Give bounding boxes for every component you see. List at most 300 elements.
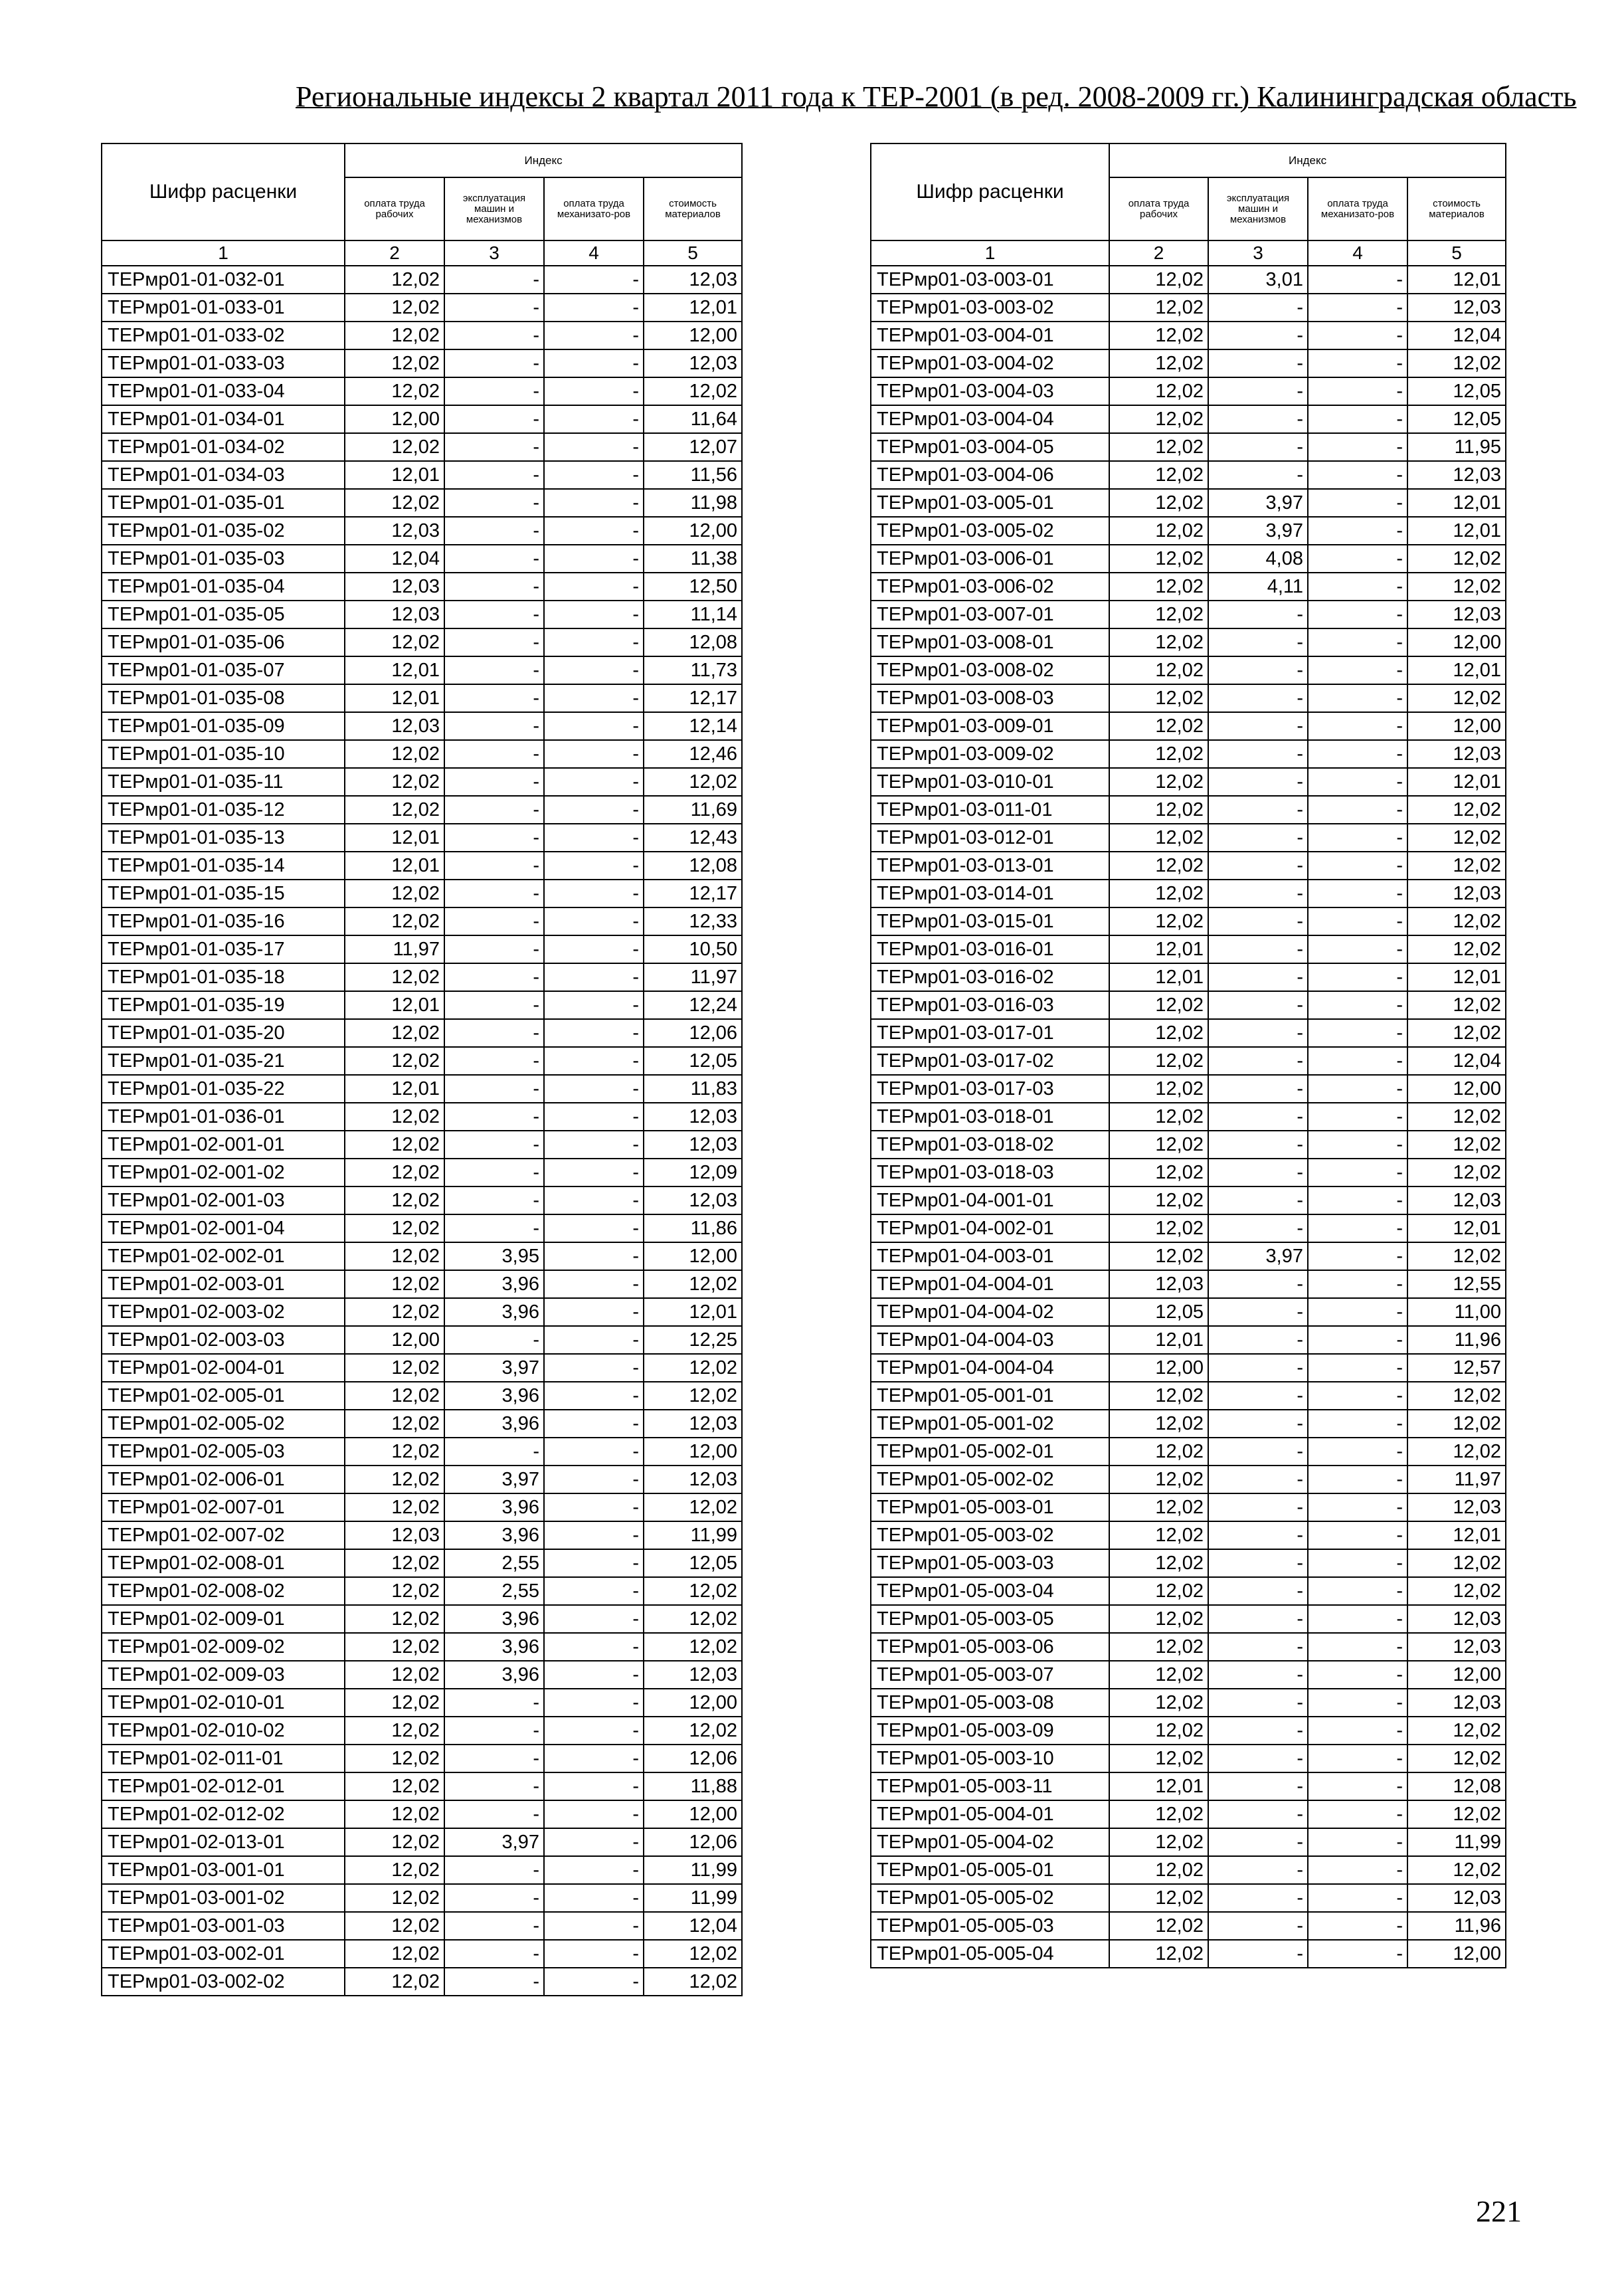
cell-labor: 12,02 xyxy=(345,1131,444,1159)
cell-code: ТЕРмр01-01-035-01 xyxy=(102,489,345,517)
cell-machines: - xyxy=(1208,1270,1308,1298)
table-row xyxy=(102,907,742,935)
table-row xyxy=(102,1605,742,1633)
cell-mech-labor: - xyxy=(544,377,644,405)
cell-labor: 12,01 xyxy=(345,656,444,684)
cell-materials: 12,05 xyxy=(1407,377,1506,405)
cell-machines: - xyxy=(1208,1717,1308,1745)
table-row xyxy=(871,1800,1506,1828)
table-row xyxy=(871,852,1506,880)
cell-materials: 12,02 xyxy=(644,1605,742,1633)
cell-code: ТЕРмр01-01-035-19 xyxy=(102,991,345,1019)
table-row xyxy=(871,963,1506,991)
cell-materials: 12,00 xyxy=(644,1689,742,1717)
cell-mech-labor: - xyxy=(1308,1186,1407,1214)
cell-labor: 12,02 xyxy=(1109,489,1208,517)
table-row xyxy=(102,1382,742,1410)
cell-labor: 12,02 xyxy=(345,1884,444,1912)
cell-mech-labor: - xyxy=(1308,461,1407,489)
cell-code: ТЕРмр01-02-007-01 xyxy=(102,1493,345,1521)
table-row xyxy=(871,1772,1506,1800)
header-mech-labor: оплата труда механизато-ров xyxy=(544,177,644,240)
cell-materials: 12,01 xyxy=(1407,1521,1506,1549)
table-row xyxy=(102,963,742,991)
cell-materials: 12,02 xyxy=(1407,684,1506,712)
cell-mech-labor: - xyxy=(544,740,644,768)
table-row xyxy=(871,768,1506,796)
cell-labor: 12,02 xyxy=(345,1242,444,1270)
cell-labor: 12,02 xyxy=(345,349,444,377)
cell-materials: 11,96 xyxy=(1407,1912,1506,1940)
cell-materials: 12,17 xyxy=(644,880,742,907)
cell-mech-labor: - xyxy=(1308,1382,1407,1410)
cell-mech-labor: - xyxy=(544,322,644,349)
cell-code: ТЕРмр01-01-035-20 xyxy=(102,1019,345,1047)
table-row xyxy=(102,656,742,684)
cell-labor: 12,03 xyxy=(345,601,444,628)
cell-materials: 12,02 xyxy=(1407,907,1506,935)
cell-machines: 2,55 xyxy=(444,1549,544,1577)
cell-code: ТЕРмр01-01-035-12 xyxy=(102,796,345,824)
table-row xyxy=(871,349,1506,377)
cell-materials: 12,02 xyxy=(644,1968,742,1996)
table-row xyxy=(871,1577,1506,1605)
cell-mech-labor: - xyxy=(544,656,644,684)
cell-labor: 12,02 xyxy=(1109,405,1208,433)
cell-mech-labor: - xyxy=(1308,1159,1407,1186)
table-row xyxy=(102,740,742,768)
cell-materials: 11,14 xyxy=(644,601,742,628)
cell-labor: 12,04 xyxy=(345,545,444,573)
cell-machines: - xyxy=(1208,1521,1308,1549)
cell-machines: - xyxy=(444,796,544,824)
cell-code: ТЕРмр01-02-003-03 xyxy=(102,1326,345,1354)
table-row xyxy=(102,1270,742,1298)
cell-labor: 12,02 xyxy=(1109,349,1208,377)
cell-code: ТЕРмр01-03-004-02 xyxy=(871,349,1109,377)
cell-machines: - xyxy=(1208,712,1308,740)
cell-machines: 3,97 xyxy=(1208,1242,1308,1270)
table-row xyxy=(871,1382,1506,1410)
cell-materials: 12,02 xyxy=(1407,1856,1506,1884)
cell-labor: 12,02 xyxy=(345,1605,444,1633)
cell-machines: - xyxy=(444,573,544,601)
cell-machines: - xyxy=(1208,1689,1308,1717)
cell-mech-labor: - xyxy=(1308,740,1407,768)
cell-machines: - xyxy=(1208,1354,1308,1382)
cell-machines: - xyxy=(1208,1438,1308,1466)
cell-code: ТЕРмр01-03-001-03 xyxy=(102,1912,345,1940)
cell-machines: - xyxy=(1208,1159,1308,1186)
table-row xyxy=(871,1131,1506,1159)
cell-code: ТЕРмр01-03-009-01 xyxy=(871,712,1109,740)
cell-mech-labor: - xyxy=(1308,517,1407,545)
cell-machines: - xyxy=(444,852,544,880)
cell-labor: 12,02 xyxy=(345,1019,444,1047)
cell-code: ТЕРмр01-05-001-01 xyxy=(871,1382,1109,1410)
cell-materials: 12,02 xyxy=(1407,1410,1506,1438)
cell-materials: 12,00 xyxy=(644,1438,742,1466)
cell-mech-labor: - xyxy=(544,796,644,824)
cell-code: ТЕРмр01-05-003-03 xyxy=(871,1549,1109,1577)
cell-mech-labor: - xyxy=(544,1131,644,1159)
cell-mech-labor: - xyxy=(544,1242,644,1270)
cell-materials: 12,00 xyxy=(1407,1940,1506,1968)
cell-labor: 12,02 xyxy=(1109,740,1208,768)
cell-code: ТЕРмр01-02-009-03 xyxy=(102,1661,345,1689)
cell-code: ТЕРмр01-02-008-02 xyxy=(102,1577,345,1605)
cell-labor: 12,00 xyxy=(1109,1354,1208,1382)
cell-labor: 12,03 xyxy=(345,573,444,601)
cell-mech-labor: - xyxy=(1308,656,1407,684)
cell-code: ТЕРмр01-03-004-01 xyxy=(871,322,1109,349)
cell-materials: 12,02 xyxy=(1407,852,1506,880)
cell-labor: 12,02 xyxy=(1109,1493,1208,1521)
table-row xyxy=(871,1298,1506,1326)
table-row xyxy=(871,322,1506,349)
cell-code: ТЕРмр01-02-013-01 xyxy=(102,1828,345,1856)
cell-labor: 12,02 xyxy=(345,1047,444,1075)
cell-materials: 12,06 xyxy=(644,1828,742,1856)
cell-machines: - xyxy=(444,712,544,740)
cell-machines: - xyxy=(1208,1912,1308,1940)
cell-mech-labor: - xyxy=(544,935,644,963)
cell-machines: - xyxy=(1208,433,1308,461)
cell-mech-labor: - xyxy=(1308,907,1407,935)
cell-labor: 12,02 xyxy=(345,1214,444,1242)
column-number: 4 xyxy=(1308,240,1407,266)
cell-mech-labor: - xyxy=(1308,796,1407,824)
table-row xyxy=(871,489,1506,517)
table-row xyxy=(102,517,742,545)
cell-code: ТЕРмр01-01-035-18 xyxy=(102,963,345,991)
table-row xyxy=(102,935,742,963)
cell-mech-labor: - xyxy=(1308,880,1407,907)
column-number: 3 xyxy=(444,240,544,266)
table-row xyxy=(871,1270,1506,1298)
cell-code: ТЕРмр01-05-004-02 xyxy=(871,1828,1109,1856)
header-materials: стоимость материалов xyxy=(644,177,742,240)
table-row xyxy=(871,1354,1506,1382)
column-number: 2 xyxy=(1109,240,1208,266)
cell-mech-labor: - xyxy=(544,963,644,991)
cell-code: ТЕРмр01-02-010-02 xyxy=(102,1717,345,1745)
cell-machines: - xyxy=(1208,824,1308,852)
cell-code: ТЕРмр01-02-001-01 xyxy=(102,1131,345,1159)
table-row xyxy=(102,1717,742,1745)
column-number: 3 xyxy=(1208,240,1308,266)
cell-machines: - xyxy=(444,1075,544,1103)
cell-materials: 12,02 xyxy=(644,1717,742,1745)
cell-labor: 12,02 xyxy=(1109,545,1208,573)
cell-labor: 12,02 xyxy=(1109,1159,1208,1186)
header-materials: стоимость материалов xyxy=(1407,177,1506,240)
cell-mech-labor: - xyxy=(1308,684,1407,712)
cell-labor: 12,02 xyxy=(345,1159,444,1186)
header-code: Шифр расценки xyxy=(102,143,345,240)
cell-materials: 12,07 xyxy=(644,433,742,461)
cell-materials: 12,02 xyxy=(1407,991,1506,1019)
table-row xyxy=(102,1884,742,1912)
cell-code: ТЕРмр01-03-016-03 xyxy=(871,991,1109,1019)
table-row xyxy=(871,1884,1506,1912)
cell-code: ТЕРмр01-05-003-08 xyxy=(871,1689,1109,1717)
cell-mech-labor: - xyxy=(1308,1549,1407,1577)
cell-materials: 12,00 xyxy=(644,322,742,349)
table-row xyxy=(102,1968,742,1996)
table-row xyxy=(102,824,742,852)
cell-machines: - xyxy=(444,489,544,517)
cell-machines: - xyxy=(1208,1410,1308,1438)
cell-mech-labor: - xyxy=(544,1856,644,1884)
cell-labor: 12,03 xyxy=(1109,1270,1208,1298)
table-header xyxy=(871,143,1506,266)
cell-mech-labor: - xyxy=(544,1159,644,1186)
cell-materials: 12,02 xyxy=(1407,1131,1506,1159)
table-row xyxy=(871,1075,1506,1103)
cell-machines: - xyxy=(444,1884,544,1912)
cell-machines: - xyxy=(444,1968,544,1996)
cell-mech-labor: - xyxy=(544,1661,644,1689)
table-row xyxy=(871,545,1506,573)
cell-materials: 12,03 xyxy=(1407,740,1506,768)
cell-machines: - xyxy=(444,1800,544,1828)
cell-labor: 12,02 xyxy=(345,377,444,405)
cell-materials: 12,03 xyxy=(1407,1633,1506,1661)
cell-machines: - xyxy=(1208,601,1308,628)
cell-code: ТЕРмр01-01-035-03 xyxy=(102,545,345,573)
cell-code: ТЕРмр01-01-035-07 xyxy=(102,656,345,684)
cell-mech-labor: - xyxy=(1308,1912,1407,1940)
column-number: 5 xyxy=(644,240,742,266)
cell-mech-labor: - xyxy=(544,1382,644,1410)
cell-machines: - xyxy=(444,684,544,712)
table-row xyxy=(102,796,742,824)
cell-mech-labor: - xyxy=(1308,601,1407,628)
cell-labor: 12,02 xyxy=(345,433,444,461)
table-row xyxy=(102,1800,742,1828)
cell-mech-labor: - xyxy=(1308,1019,1407,1047)
cell-code: ТЕРмр01-02-001-04 xyxy=(102,1214,345,1242)
cell-machines: - xyxy=(1208,1019,1308,1047)
cell-materials: 12,03 xyxy=(1407,880,1506,907)
cell-mech-labor: - xyxy=(544,1326,644,1354)
cell-machines: - xyxy=(1208,1661,1308,1689)
cell-code: ТЕРмр01-02-005-02 xyxy=(102,1410,345,1438)
table-row xyxy=(871,1717,1506,1745)
table-row xyxy=(102,1912,742,1940)
cell-mech-labor: - xyxy=(544,1577,644,1605)
cell-machines: - xyxy=(1208,1466,1308,1493)
header-code: Шифр расценки xyxy=(871,143,1109,240)
cell-mech-labor: - xyxy=(1308,628,1407,656)
cell-materials: 12,08 xyxy=(644,852,742,880)
cell-materials: 12,05 xyxy=(644,1549,742,1577)
table-row xyxy=(871,1103,1506,1131)
column-number: 2 xyxy=(345,240,444,266)
cell-machines: - xyxy=(444,405,544,433)
cell-labor: 12,02 xyxy=(345,1354,444,1382)
header-machines: эксплуатация машин и механизмов xyxy=(1208,177,1308,240)
cell-labor: 12,02 xyxy=(345,1410,444,1438)
cell-machines: - xyxy=(444,433,544,461)
cell-materials: 12,01 xyxy=(1407,963,1506,991)
cell-machines: 3,97 xyxy=(1208,517,1308,545)
table-row xyxy=(102,573,742,601)
cell-materials: 12,02 xyxy=(644,1633,742,1661)
cell-machines: - xyxy=(1208,405,1308,433)
cell-code: ТЕРмр01-01-032-01 xyxy=(102,266,345,294)
cell-code: ТЕРмр01-01-035-05 xyxy=(102,601,345,628)
cell-mech-labor: - xyxy=(1308,1103,1407,1131)
table-row xyxy=(102,991,742,1019)
cell-materials: 12,02 xyxy=(644,1493,742,1521)
table-row xyxy=(102,1214,742,1242)
cell-mech-labor: - xyxy=(1308,377,1407,405)
cell-materials: 12,03 xyxy=(1407,1884,1506,1912)
cell-code: ТЕРмр01-03-006-02 xyxy=(871,573,1109,601)
cell-machines: - xyxy=(1208,294,1308,322)
cell-mech-labor: - xyxy=(1308,294,1407,322)
cell-machines: 3,01 xyxy=(1208,266,1308,294)
cell-labor: 12,02 xyxy=(345,1298,444,1326)
cell-labor: 12,02 xyxy=(1109,1521,1208,1549)
cell-mech-labor: - xyxy=(1308,852,1407,880)
cell-machines: - xyxy=(1208,1493,1308,1521)
table-row xyxy=(871,1326,1506,1354)
cell-machines: - xyxy=(1208,377,1308,405)
cell-labor: 12,02 xyxy=(1109,322,1208,349)
cell-materials: 11,99 xyxy=(644,1521,742,1549)
cell-code: ТЕРмр01-02-008-01 xyxy=(102,1549,345,1577)
table-row xyxy=(102,1521,742,1549)
cell-labor: 12,02 xyxy=(345,1493,444,1521)
cell-mech-labor: - xyxy=(1308,1326,1407,1354)
cell-mech-labor: - xyxy=(1308,768,1407,796)
cell-materials: 10,50 xyxy=(644,935,742,963)
cell-code: ТЕРмр01-03-008-02 xyxy=(871,656,1109,684)
cell-labor: 12,02 xyxy=(1109,1242,1208,1270)
table-row xyxy=(871,712,1506,740)
cell-labor: 12,02 xyxy=(1109,1466,1208,1493)
cell-materials: 12,46 xyxy=(644,740,742,768)
cell-code: ТЕРмр01-03-005-01 xyxy=(871,489,1109,517)
table-row xyxy=(871,1438,1506,1466)
cell-mech-labor: - xyxy=(544,1884,644,1912)
cell-mech-labor: - xyxy=(1308,1745,1407,1772)
cell-machines: - xyxy=(1208,1047,1308,1075)
cell-labor: 12,02 xyxy=(345,1717,444,1745)
column-number: 5 xyxy=(1407,240,1506,266)
cell-mech-labor: - xyxy=(544,1493,644,1521)
page-number: 221 xyxy=(1476,2194,1522,2228)
cell-materials: 11,99 xyxy=(1407,1828,1506,1856)
cell-machines: 3,97 xyxy=(444,1354,544,1382)
cell-code: ТЕРмр01-01-034-02 xyxy=(102,433,345,461)
cell-code: ТЕРмр01-05-003-04 xyxy=(871,1577,1109,1605)
cell-labor: 12,02 xyxy=(1109,461,1208,489)
cell-machines: - xyxy=(444,1131,544,1159)
cell-mech-labor: - xyxy=(544,1270,644,1298)
table-row xyxy=(102,1326,742,1354)
cell-code: ТЕРмр01-04-004-04 xyxy=(871,1354,1109,1382)
cell-labor: 12,02 xyxy=(345,1103,444,1131)
table-row xyxy=(871,1661,1506,1689)
cell-machines: - xyxy=(1208,1577,1308,1605)
cell-materials: 12,03 xyxy=(1407,1689,1506,1717)
cell-machines: - xyxy=(444,740,544,768)
cell-labor: 12,02 xyxy=(1109,1103,1208,1131)
cell-materials: 11,00 xyxy=(1407,1298,1506,1326)
cell-machines: - xyxy=(1208,1605,1308,1633)
table-row xyxy=(102,1047,742,1075)
table-row xyxy=(102,684,742,712)
cell-machines: - xyxy=(1208,1214,1308,1242)
table-row xyxy=(871,1940,1506,1968)
cell-materials: 12,02 xyxy=(644,1270,742,1298)
cell-machines: 3,96 xyxy=(444,1298,544,1326)
cell-code: ТЕРмр01-01-035-06 xyxy=(102,628,345,656)
cell-machines: - xyxy=(1208,991,1308,1019)
cell-code: ТЕРмр01-04-004-03 xyxy=(871,1326,1109,1354)
cell-mech-labor: - xyxy=(1308,1438,1407,1466)
cell-labor: 12,02 xyxy=(1109,880,1208,907)
cell-mech-labor: - xyxy=(1308,1410,1407,1438)
cell-code: ТЕРмр01-03-018-01 xyxy=(871,1103,1109,1131)
cell-code: ТЕРмр01-03-008-03 xyxy=(871,684,1109,712)
cell-labor: 12,01 xyxy=(1109,1326,1208,1354)
cell-labor: 12,01 xyxy=(1109,935,1208,963)
cell-labor: 12,02 xyxy=(1109,796,1208,824)
cell-machines: - xyxy=(444,1856,544,1884)
table-body-right xyxy=(871,266,1506,1968)
cell-materials: 12,02 xyxy=(1407,796,1506,824)
cell-materials: 12,04 xyxy=(1407,322,1506,349)
cell-materials: 12,06 xyxy=(644,1019,742,1047)
cell-materials: 12,02 xyxy=(1407,349,1506,377)
cell-mech-labor: - xyxy=(1308,433,1407,461)
cell-code: ТЕРмр01-04-004-01 xyxy=(871,1270,1109,1298)
cell-machines: - xyxy=(444,963,544,991)
table-row xyxy=(871,266,1506,294)
cell-labor: 12,01 xyxy=(1109,963,1208,991)
cell-materials: 12,14 xyxy=(644,712,742,740)
cell-materials: 11,83 xyxy=(644,1075,742,1103)
cell-materials: 12,03 xyxy=(644,1410,742,1438)
cell-machines: - xyxy=(444,545,544,573)
cell-machines: - xyxy=(1208,1103,1308,1131)
cell-machines: - xyxy=(1208,1131,1308,1159)
cell-machines: - xyxy=(1208,322,1308,349)
table-row xyxy=(102,294,742,322)
table-row xyxy=(102,1466,742,1493)
cell-mech-labor: - xyxy=(1308,1214,1407,1242)
cell-machines: - xyxy=(1208,1549,1308,1577)
cell-labor: 12,01 xyxy=(345,824,444,852)
cell-mech-labor: - xyxy=(1308,1047,1407,1075)
cell-machines: 4,11 xyxy=(1208,573,1308,601)
table-row xyxy=(871,294,1506,322)
cell-labor: 12,02 xyxy=(345,1968,444,1996)
cell-code: ТЕРмр01-01-033-02 xyxy=(102,322,345,349)
cell-code: ТЕРмр01-03-004-05 xyxy=(871,433,1109,461)
cell-labor: 12,02 xyxy=(345,796,444,824)
cell-machines: 3,96 xyxy=(444,1493,544,1521)
table-row xyxy=(871,907,1506,935)
cell-code: ТЕРмр01-01-033-01 xyxy=(102,294,345,322)
cell-code: ТЕРмр01-03-017-03 xyxy=(871,1075,1109,1103)
header-machines: эксплуатация машин и механизмов xyxy=(444,177,544,240)
